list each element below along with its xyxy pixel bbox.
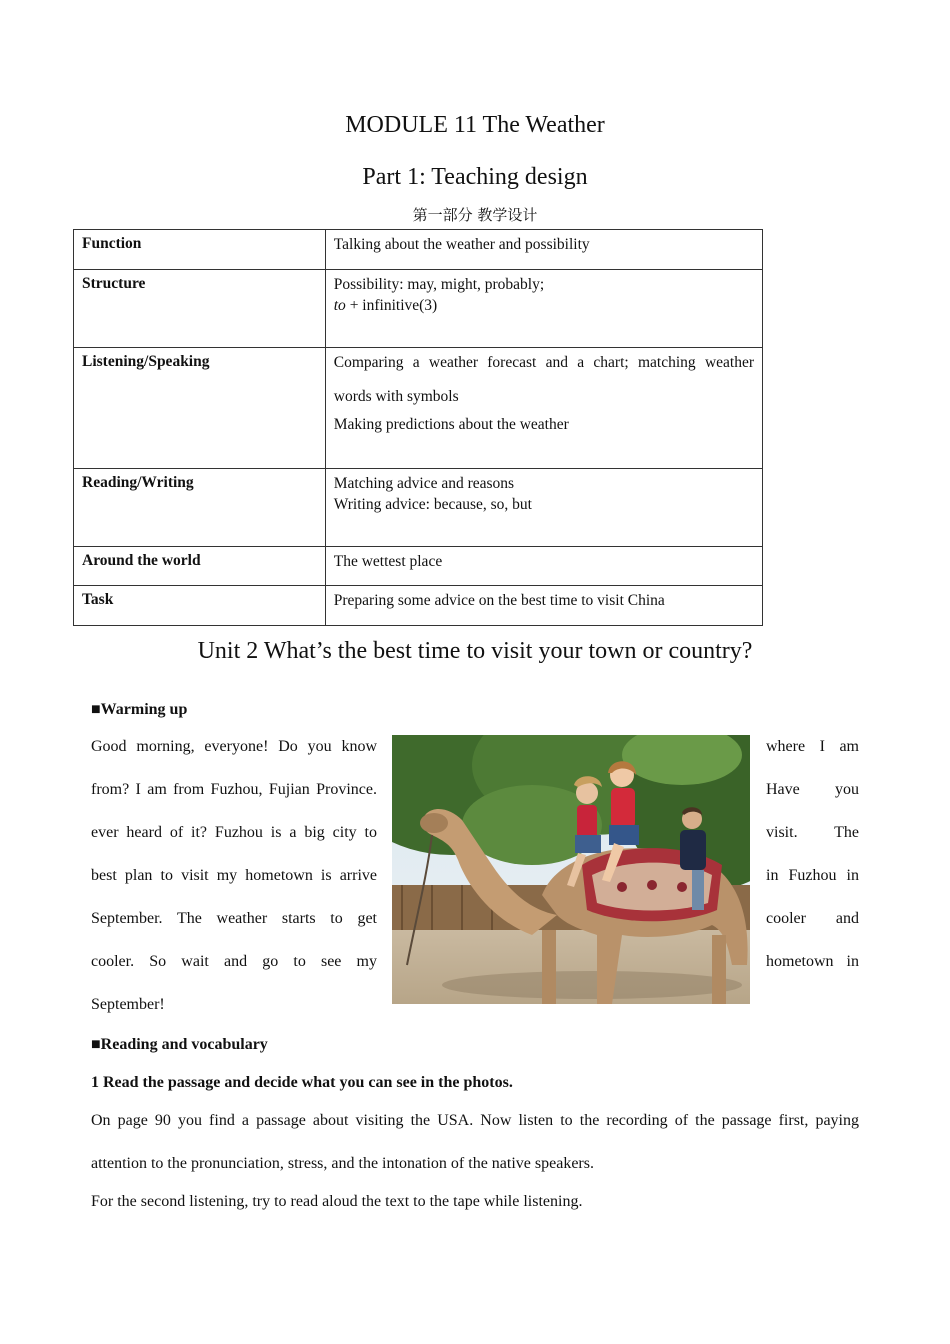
text-line: in Fuzhou in xyxy=(766,867,859,884)
row-label: Task xyxy=(74,586,326,626)
value-line: Matching advice and reasons xyxy=(333,475,515,492)
reading-paragraph-2: For the second listening, try to read aloud the text to the tape while listening. xyxy=(91,1193,583,1210)
text-line: Have you xyxy=(766,781,859,798)
row-value xyxy=(325,586,762,626)
text-line: attention to the pronunciation, stress, and the intonation of the native speakers. xyxy=(91,1155,594,1172)
row-value xyxy=(325,469,762,547)
teaching-design-table xyxy=(73,229,763,626)
photo-illustration xyxy=(392,735,750,1004)
table-row xyxy=(74,547,763,586)
text-line: best plan to visit my hometown is arrive xyxy=(91,867,377,884)
value-line: Talking about the weather and possibility xyxy=(333,236,590,253)
text-line: visit. The xyxy=(766,824,859,841)
table-row xyxy=(74,586,763,626)
text-line: ever heard of it? Fuzhou is a big city to xyxy=(91,824,377,841)
value-line: Making predictions about the weather xyxy=(333,416,569,433)
row-value xyxy=(325,547,762,586)
value-line: Possibility: may, might, probably; xyxy=(333,276,545,293)
text-line: On page 90 you find a passage about visiting the USA. Now listen to the recording of the passage first, paying xyxy=(91,1112,859,1129)
row-label: Reading/Writing xyxy=(74,469,326,547)
text-line: September. The weather starts to get xyxy=(91,910,377,927)
row-label: Function xyxy=(74,230,326,270)
row-label: Listening/Speaking xyxy=(74,348,326,469)
row-label: Around the world xyxy=(74,547,326,586)
reading-vocabulary-heading: ■Reading and vocabulary xyxy=(91,1036,268,1053)
row-value xyxy=(325,230,762,270)
value-line: words with symbols xyxy=(333,388,459,405)
warming-up-left-column xyxy=(91,725,377,1026)
value-line: Preparing some advice on the best time to visit China xyxy=(333,592,665,609)
unit-title: Unit 2 What’s the best time to visit your town or country? xyxy=(197,638,753,664)
table-row xyxy=(74,348,763,469)
warming-up-right-column xyxy=(766,725,859,983)
row-value xyxy=(325,270,762,348)
module-title: MODULE 11 The Weather xyxy=(345,112,605,138)
text-line: September! xyxy=(91,996,165,1013)
value-line: Comparing a weather forecast and a chart; matching weather xyxy=(333,354,754,371)
value-line: The wettest place xyxy=(333,553,443,570)
warming-up-heading: ■Warming up xyxy=(91,701,188,718)
text-line: where I am xyxy=(766,738,859,755)
reading-paragraph-1 xyxy=(91,1099,859,1185)
row-label: Structure xyxy=(74,270,326,348)
row-value xyxy=(325,348,762,469)
table-row xyxy=(74,270,763,348)
text-line: hometown in xyxy=(766,953,859,970)
text-line: Good morning, everyone! Do you know xyxy=(91,738,377,755)
value-line-italic-prefix: to + infinitive(3) xyxy=(333,297,438,314)
italic-to: to xyxy=(333,297,346,314)
text-line: cooler. So wait and go to see my xyxy=(91,953,377,970)
text-line: cooler and xyxy=(766,910,859,927)
chinese-subtitle: 第一部分 教学设计 xyxy=(412,206,538,224)
table-row xyxy=(74,469,763,547)
value-line: Writing advice: because, so, but xyxy=(333,496,532,513)
reading-task-heading: 1 Read the passage and decide what you can see in the photos. xyxy=(91,1074,513,1091)
camel-ride-photo xyxy=(392,735,750,1004)
part-title: Part 1: Teaching design xyxy=(362,164,588,190)
table-row xyxy=(74,230,763,270)
text-line: from? I am from Fuzhou, Fujian Province. xyxy=(91,781,377,798)
